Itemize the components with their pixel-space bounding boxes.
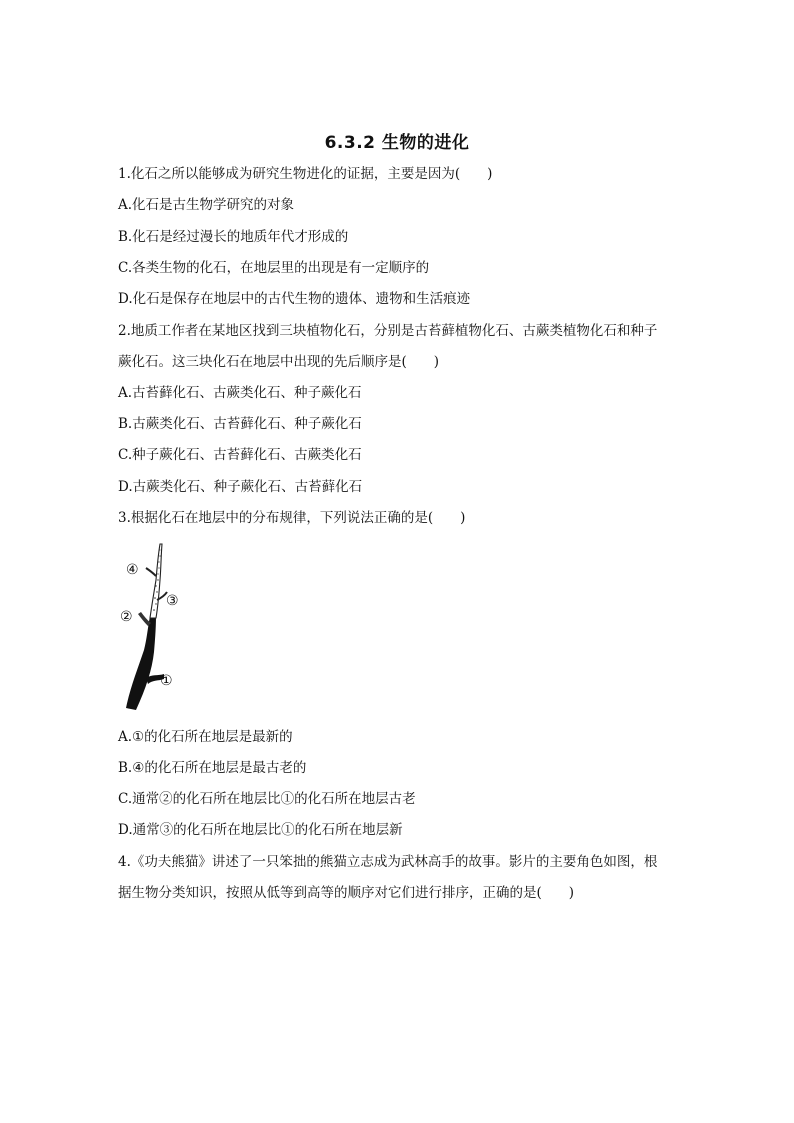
figure-label-2: ② xyxy=(120,609,133,625)
question-2-option-b: B.古蕨类化石、古苔藓化石、种子蕨化石 xyxy=(118,416,362,432)
evolution-tree-figure xyxy=(112,538,202,713)
question-1-option-b: B.化石是经过漫长的地质年代才形成的 xyxy=(118,229,349,245)
question-3-option-c: C.通常②的化石所在地层比①的化石所在地层古老 xyxy=(118,791,416,807)
question-1-stem: 1.化石之所以能够成为研究生物进化的证据，主要是因为( ) xyxy=(118,166,493,182)
question-2-stem-line-2: 蕨化石。这三块化石在地层中出现的先后顺序是( ) xyxy=(118,354,440,370)
tree-branch-4 xyxy=(146,568,156,576)
question-1-option-a: A.化石是古生物学研究的对象 xyxy=(118,197,295,213)
question-1-option-d: D.化石是保存在地层中的古代生物的遗体、遗物和生活痕迹 xyxy=(118,291,471,307)
question-2-option-a: A.古苔藓化石、古蕨类化石、种子蕨化石 xyxy=(118,385,362,401)
question-1-option-c: C.各类生物的化石，在地层里的出现是有一定顺序的 xyxy=(118,260,430,276)
question-4-stem-line-1: 4.《功夫熊猫》讲述了一只笨拙的熊猫立志成为武林高手的故事。影片的主要角色如图，根 xyxy=(118,854,658,870)
figure-label-3: ③ xyxy=(166,593,179,609)
question-3-stem: 3.根据化石在地层中的分布规律，下列说法正确的是( ) xyxy=(118,510,466,526)
question-3-option-a: A.①的化石所在地层是最新的 xyxy=(118,729,293,745)
question-2-option-c: C.种子蕨化石、古苔藓化石、古蕨类化石 xyxy=(118,447,362,463)
page-title: 6.3.2 生物的进化 xyxy=(324,133,470,153)
tree-trunk xyxy=(126,616,156,710)
question-4-stem-line-2: 据生物分类知识，按照从低等到高等的顺序对它们进行排序，正确的是( ) xyxy=(118,885,575,901)
question-2-option-d: D.古蕨类化石、种子蕨化石、古苔藓化石 xyxy=(118,479,363,495)
question-3-option-d: D.通常③的化石所在地层比①的化石所在地层新 xyxy=(118,822,403,838)
question-2-stem-line-1: 2.地质工作者在某地区找到三块植物化石，分别是古苔藓植物化石、古蕨类植物化石和种子 xyxy=(118,323,658,339)
question-3-option-b: B.④的化石所在地层是最古老的 xyxy=(118,760,307,776)
figure-label-1: ① xyxy=(160,673,173,689)
tree-upper-trunk xyxy=(150,544,162,618)
tree-branch-2 xyxy=(138,612,151,626)
figure-label-4: ④ xyxy=(126,562,139,578)
